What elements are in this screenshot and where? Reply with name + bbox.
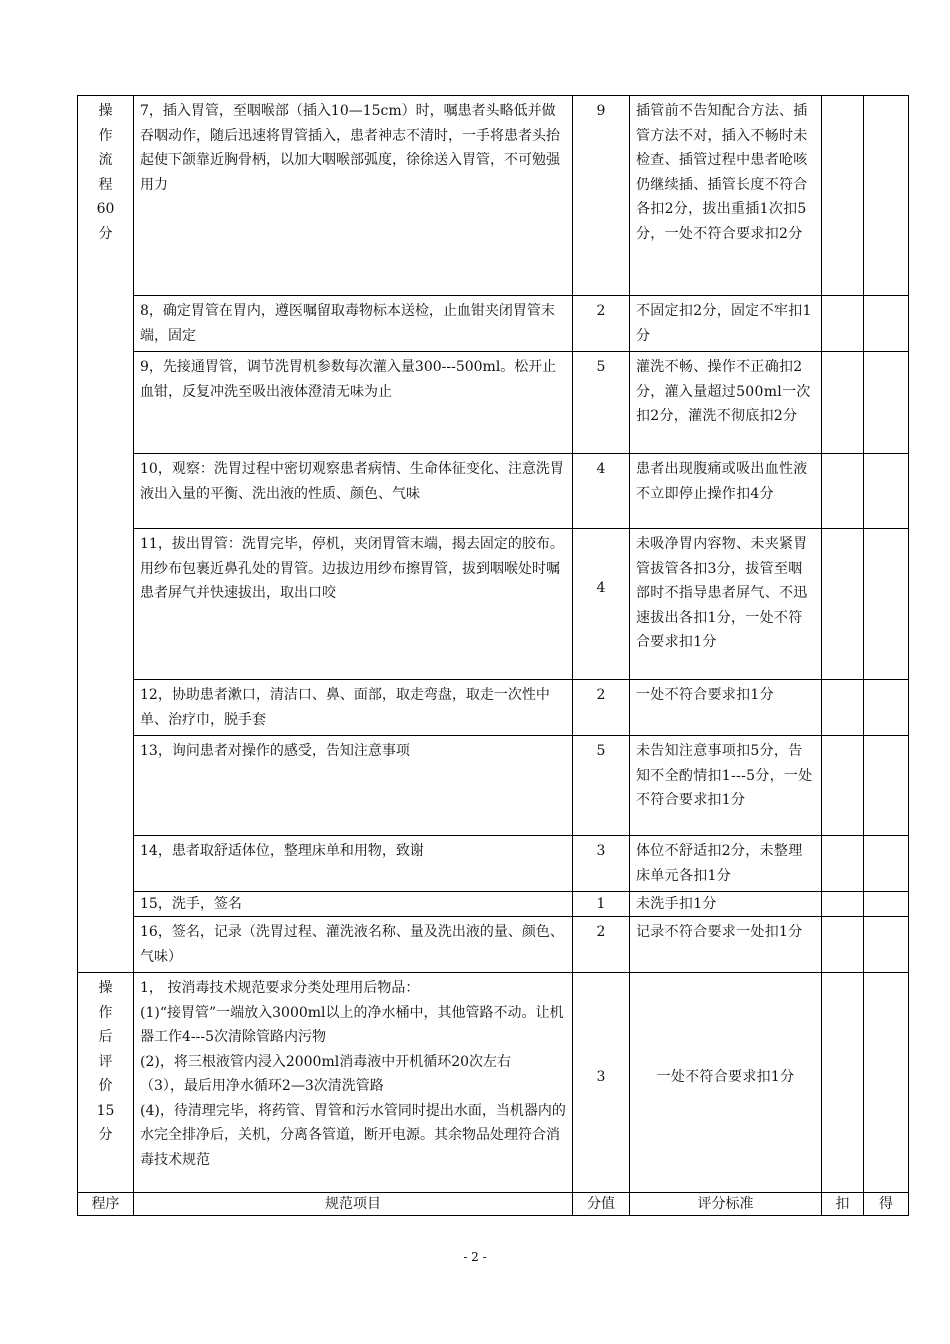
deduct-cell <box>822 296 864 352</box>
criteria-text: 一处不符合要求扣1分 <box>630 973 822 1193</box>
section-char: 价 <box>98 1078 113 1094</box>
criteria-text: 未吸净胃内容物、未夹紧胃管拔管各扣3分，拔管至咽部时不指导患者屏气、不迅速拔出各扣1分，一处不符合要求扣1分 <box>630 529 822 680</box>
item-line: (4)，待清理完毕，将药管、胃管和污水管同时提出水面，当机器内的水完全排净后，关机，分离各管道，断开电源。其余物品处理符合消毒技术规范 <box>140 1102 566 1168</box>
get-cell <box>864 296 909 352</box>
criteria-text: 患者出现腹痛或吸出血性液不立即停止操作扣4分 <box>630 454 822 529</box>
table-row <box>78 454 909 529</box>
table-row <box>78 680 909 736</box>
header-deduct: 扣 <box>822 1193 864 1216</box>
table-row <box>78 96 909 296</box>
section-char: 分 <box>98 225 113 242</box>
section-char: 操 <box>98 980 113 996</box>
item-text: 14，患者取舒适体位，整理床单和用物，致谢 <box>134 836 573 892</box>
header-score: 分值 <box>573 1193 630 1216</box>
get-cell <box>864 680 909 736</box>
section-char: 15 <box>96 1102 115 1119</box>
criteria-text: 记录不符合要求一处扣1分 <box>630 917 822 973</box>
score-value: 2 <box>573 680 630 736</box>
deduct-cell <box>822 736 864 836</box>
table-row <box>78 529 909 680</box>
section-char: 分 <box>98 1127 113 1143</box>
get-cell <box>864 736 909 836</box>
scoring-table <box>77 95 909 1216</box>
section-char: 程 <box>98 176 113 193</box>
section-char: 评 <box>98 1053 113 1070</box>
get-cell <box>864 836 909 892</box>
section-char: 60 <box>96 201 115 217</box>
item-line: (2)，将三根液管内浸入2000ml消毒液中开机循环20次左右 <box>140 1053 512 1070</box>
item-text: 7，插入胃管，至咽喉部（插入10—15cm）时，嘱患者头略低并做吞咽动作，随后迅速将胃管插入，患者神志不清时，一手将患者头抬起使下颌靠近胸骨柄，以加大咽喉部弧度，徐徐送入胃管，不可勉强用力 <box>134 96 573 296</box>
deduct-cell <box>822 680 864 736</box>
score-value: 2 <box>573 296 630 352</box>
criteria-text: 未洗手扣1分 <box>630 892 822 917</box>
table-row <box>78 296 909 352</box>
section-label-post <box>78 973 134 1193</box>
table-header-row <box>78 1193 909 1216</box>
item-text: 9，先接通胃管，调节洗胃机参数每次灌入量300---500ml。松开止血钳，反复冲洗至吸出液体澄清无味为止 <box>134 352 573 454</box>
section-char: 后 <box>98 1029 113 1045</box>
table-row <box>78 352 909 454</box>
get-cell <box>864 529 909 680</box>
header-criteria: 评分标准 <box>630 1193 822 1216</box>
get-cell <box>864 973 909 1193</box>
criteria-text: 插管前不告知配合方法、插管方法不对，插入不畅时未检查、插管过程中患者呛咳仍继续插、插管长度不符合各扣2分，拔出重插1次扣5分，一处不符合要求扣2分 <box>630 96 822 296</box>
score-value: 5 <box>573 736 630 836</box>
table-row <box>78 836 909 892</box>
item-text: 16，签名，记录（洗胃过程、灌洗液名称、量及洗出液的量、颜色、气味） <box>134 917 573 973</box>
section-char: 流 <box>98 152 113 168</box>
item-text: 15，洗手，签名 <box>134 892 573 917</box>
get-cell <box>864 352 909 454</box>
section-char: 作 <box>98 1004 113 1021</box>
table-row <box>78 917 909 973</box>
item-text-post <box>134 973 573 1193</box>
deduct-cell <box>822 836 864 892</box>
item-text: 13，询问患者对操作的感受，告知注意事项 <box>134 736 573 836</box>
deduct-cell <box>822 892 864 917</box>
deduct-cell <box>822 917 864 973</box>
item-text: 8，确定胃管在胃内，遵医嘱留取毒物标本送检，止血钳夹闭胃管末端，固定 <box>134 296 573 352</box>
criteria-text: 灌洗不畅、操作不正确扣2分，灌入量超过500ml一次扣2分，灌洗不彻底扣2分 <box>630 352 822 454</box>
item-line: （3），最后用净水循环2—3次清洗管路 <box>140 1078 384 1094</box>
get-cell <box>864 96 909 296</box>
header-get: 得 <box>864 1193 909 1216</box>
score-value: 5 <box>573 352 630 454</box>
get-cell <box>864 892 909 917</box>
deduct-cell <box>822 973 864 1193</box>
deduct-cell <box>822 352 864 454</box>
score-value: 9 <box>573 96 630 296</box>
table-row <box>78 973 909 1193</box>
deduct-cell <box>822 529 864 680</box>
criteria-text: 体位不舒适扣2分，未整理床单元各扣1分 <box>630 836 822 892</box>
section-char: 作 <box>98 127 113 144</box>
item-line: (1)“接胃管”一端放入3000ml以上的净水桶中，其他管路不动。让机器工作4---5次清除管路内污物 <box>140 1004 564 1045</box>
criteria-text: 未告知注意事项扣5分，告知不全酌情扣1---5分，一处不符合要求扣1分 <box>630 736 822 836</box>
score-value: 4 <box>573 454 630 529</box>
item-line: 1， 按消毒技术规范要求分类处理用后物品： <box>140 980 420 996</box>
header-program: 程序 <box>78 1193 134 1216</box>
score-value: 3 <box>573 836 630 892</box>
section-label-operation <box>78 96 134 973</box>
criteria-text: 一处不符合要求扣1分 <box>630 680 822 736</box>
score-value: 4 <box>573 529 630 680</box>
item-text: 11，拔出胃管：洗胃完毕，停机，夹闭胃管末端，揭去固定的胶布。用纱布包裹近鼻孔处的胃管。边拔边用纱布擦胃管，拔到咽喉处时嘱患者屏气并快速拔出，取出口咬 <box>134 529 573 680</box>
table-row <box>78 892 909 917</box>
criteria-text: 不固定扣2分，固定不牢扣1分 <box>630 296 822 352</box>
item-text: 12，协助患者漱口，清洁口、鼻、面部，取走弯盘，取走一次性中单、治疗巾，脱手套 <box>134 680 573 736</box>
page-number: - 2 - <box>463 1250 487 1264</box>
score-value: 2 <box>573 917 630 973</box>
deduct-cell <box>822 96 864 296</box>
get-cell <box>864 917 909 973</box>
get-cell <box>864 454 909 529</box>
item-text: 10，观察：洗胃过程中密切观察患者病情、生命体征变化、注意洗胃液出入量的平衡、洗出液的性质、颜色、气味 <box>134 454 573 529</box>
score-value: 1 <box>573 892 630 917</box>
table-row <box>78 736 909 836</box>
section-char: 操 <box>98 103 113 119</box>
deduct-cell <box>822 454 864 529</box>
header-item: 规范项目 <box>134 1193 573 1216</box>
score-value: 3 <box>573 973 630 1193</box>
